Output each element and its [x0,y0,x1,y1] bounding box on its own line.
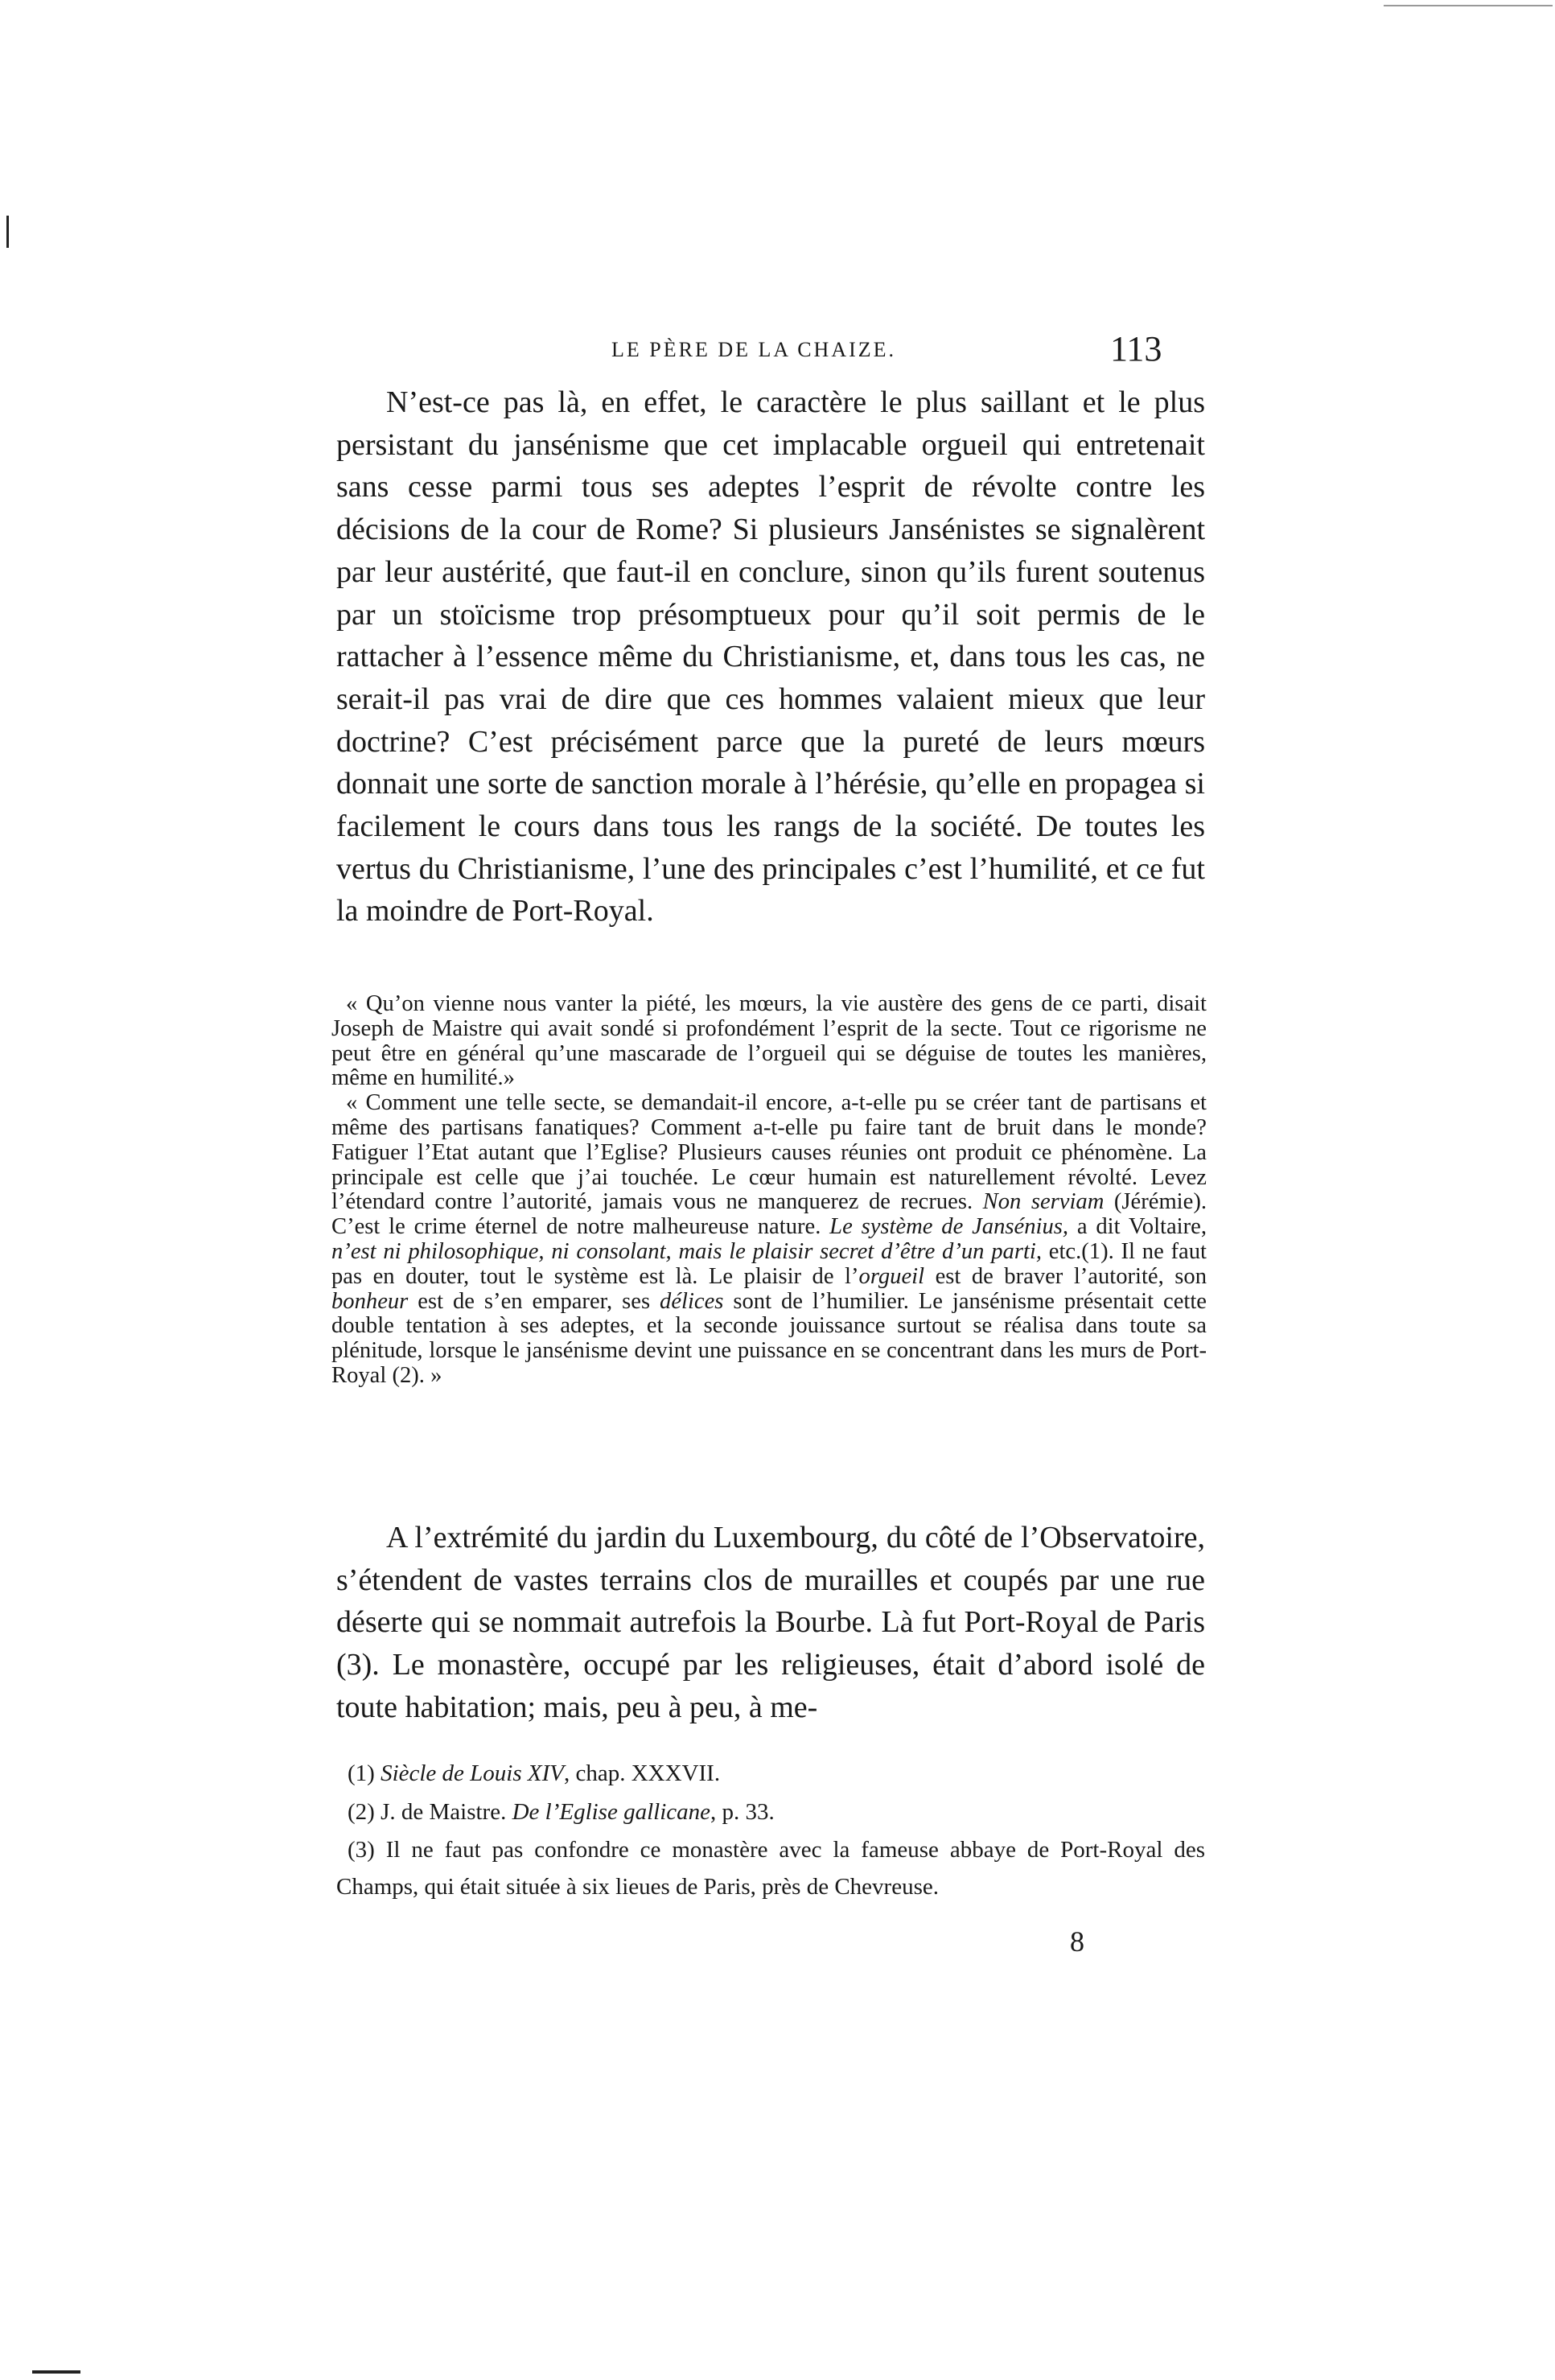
footnote-author: J. de Maistre. [381,1799,507,1825]
quote-text: est de braver l’autorité, son [935,1263,1207,1289]
footnote-title: De l’Eglise gallicane [512,1799,711,1825]
footnote-3: (3) Il ne faut pas confondre ce monastère avec la fameuse abbaye de Port-Royal des Champs, qui était située à six lieues de Paris, près de Chevreuse. [336,1837,1205,1900]
page-number: 113 [1110,329,1162,369]
quotation-block [331,992,1207,1389]
quote-italic: Non serviam [982,1189,1105,1215]
quote-italic: orgueil [858,1263,925,1289]
footnote-text: , chap. XXXVII. [564,1760,721,1786]
signature-mark: 8 [1070,1925,1084,1958]
quotation-part-1: « Qu’on vienne nous vanter la piété, les mœurs, la vie austère des gens de ce parti, disait Joseph de Maistre qui avait sondé si profondément l’esprit de la secte. Tout ce rigorisme ne peut être en général qu’une mascarade de l’orgueil qui se déguise de toutes les manières, même en humilité.» [331,991,1207,1091]
quote-text: « Comment une telle secte, se demandait-il encore, a-t-elle pu se créer tant de partisans et même des partisans fanatiques? Comment a-t-elle pu faire tant de bruit dans le monde? Fatiguer l’Etat autant que l’Eglise? Plusieurs causes réunies ont produit ce phénomène. La principale est celle que j’ai touchée. Le cœur humain est naturellement révolté. Levez l’étendard contre l’autorité, jamais vous ne manquerez de recrues. [331,1090,1207,1215]
quote-italic: délices [660,1288,724,1314]
footnotes [336,1754,1205,1905]
quotation-part-2 [331,1091,1207,1389]
quote-italic: n’est ni philosophique, ni consolant, mais le plaisir secret d’être d’un parti, [331,1238,1043,1264]
quote-text: est de s’en emparer, ses [418,1288,651,1314]
quote-italic: bonheur [331,1288,409,1314]
running-title: LE PÈRE DE LA CHAIZE. [611,338,897,361]
footnote-number: (2) [348,1799,375,1825]
footnote-2 [336,1793,1205,1831]
scan-artifact-left-mark [6,216,9,248]
quote-text: etc.(1). Il ne faut pas en douter, tout le système est là. Le plaisir de l’ [331,1238,1207,1289]
footnote-1 [336,1754,1205,1793]
paragraph-2: A l’extrémité du jardin du Luxembourg, du côté de l’Observatoire, s’étendent de vastes terrains clos de murailles et coupés par une rue déserte qui se nommait autrefois la Bourbe. Là fut Port-Royal de Paris (3). Le monastère, occupé par les religieuses, était d’abord isolé de toute habitation; mais, peu à peu, à me- [336,1521,1205,1724]
footnote-title: Siècle de Louis XIV [381,1760,564,1786]
quote-text: a dit Voltaire, [1076,1214,1207,1240]
footnote-number: (1) [348,1760,375,1786]
paragraph-1: N’est-ce pas là, en effet, le caractère le plus saillant et le plus persistant du jansénisme que cet implacable orgueil qui entretenait sans cesse parmi tous ses adeptes l’esprit de révolte contre les décisions de la cour de Rome? Si plusieurs Jansénistes se signalèrent par leur austérité, que faut-il en conclure, sinon qu’ils furent soutenus par un stoïcisme trop présomptueux pour qu’il soit permis de le rattacher à l’essence même du Christianisme, et, dans tous les cas, ne serait-il pas vrai de dire que ces hommes valaient mieux que leur doctrine? C’est précisément parce que la pureté de leurs mœurs donnait une sorte de sanction morale à l’hérésie, qu’elle en propagea si facilement le cours dans tous les rangs de la société. De toutes les vertus du Christianisme, l’une des principales c’est l’humilité, et ce fut la moindre de Port-Royal. [336,385,1205,929]
quote-text: sont de l’humilier. Le jansénisme présentait cette double tentation à ses adeptes, et la seconde jouissance surtout se réalisa dans toute sa plénitude, lorsque le jansénisme devint une puissance en se concentrant dans les murs de Port-Royal (2). » [331,1288,1207,1388]
scan-artifact-top-rule [1384,5,1553,6]
quote-italic: Le système de Jansénius, [829,1214,1069,1240]
footnote-text: , p. 33. [710,1799,775,1825]
scan-artifact-bottom-mark [32,2370,80,2374]
quote-text: (Jérémie). C’est le crime éternel de notre malheureuse nature. [331,1189,1207,1240]
